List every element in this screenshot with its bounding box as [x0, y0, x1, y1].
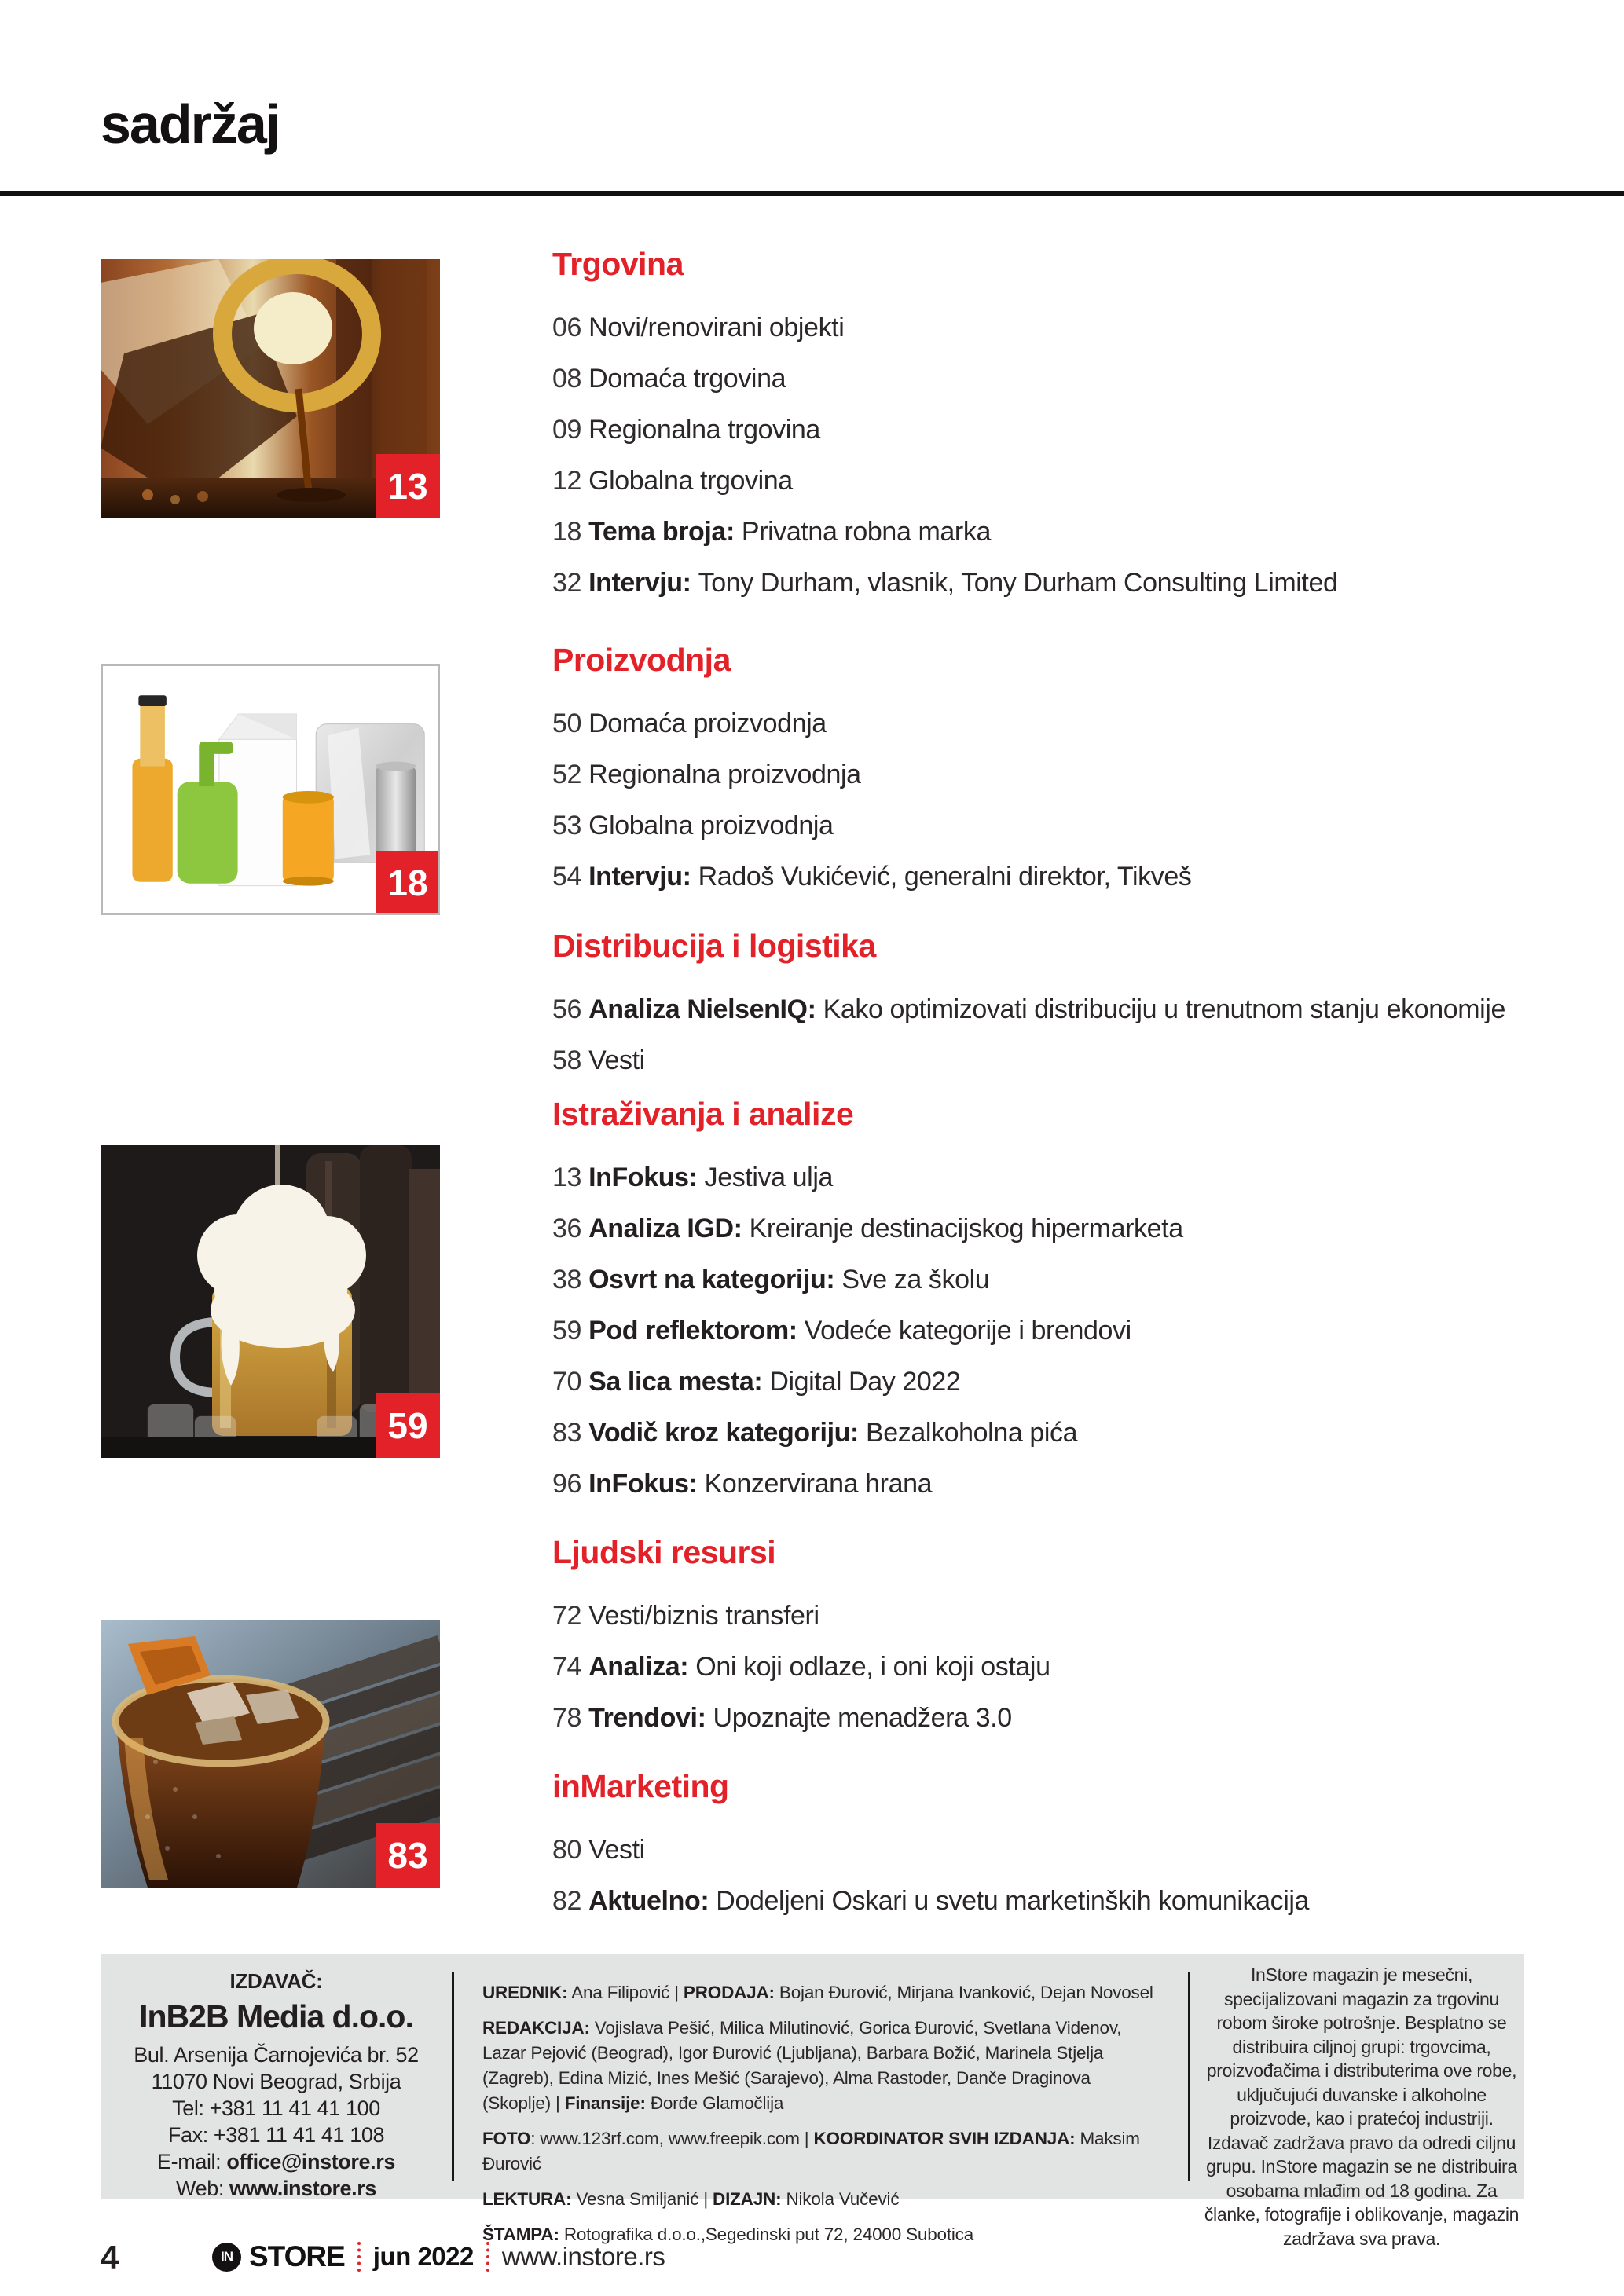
- entry-label: Intervju:: [588, 862, 698, 892]
- entry-page-number: 74: [552, 1652, 589, 1682]
- entry-page-number: 36: [552, 1214, 589, 1243]
- entry-page-number: 70: [552, 1367, 589, 1397]
- entry-label: Aktuelno:: [588, 1886, 717, 1916]
- publisher-web-label: Web:: [176, 2177, 230, 2200]
- toc-entry: [552, 758, 1534, 791]
- entry-text: Privatna robna marka: [741, 517, 991, 547]
- entry-label: Trendovi:: [588, 1703, 713, 1733]
- page-number: 4: [101, 2239, 119, 2276]
- toc-entry: [552, 362, 1534, 395]
- publisher-email: office@instore.rs: [226, 2150, 395, 2173]
- page-badge: 13: [376, 454, 440, 518]
- entry-label: Pod reflektorom:: [588, 1316, 805, 1346]
- entry-page-number: 96: [552, 1469, 589, 1499]
- section-heading: Proizvodnja: [552, 642, 731, 678]
- photo-beer-mug: [101, 1145, 440, 1458]
- page-badge: 18: [376, 851, 440, 915]
- toc-entry: [552, 1833, 1534, 1866]
- credits-line: [482, 2126, 1161, 2177]
- entry-text: Kako optimizovati distribuciju u trenutnom stanju ekonomije: [823, 994, 1505, 1024]
- entry-text: Domaća proizvodnja: [588, 709, 827, 738]
- publisher-web: www.instore.rs: [229, 2177, 376, 2200]
- credits-line: [482, 1980, 1161, 2005]
- entry-page-number: 12: [552, 466, 589, 496]
- credits-role-label: REDAKCIJA:: [482, 2018, 590, 2038]
- credits-names: Vesna Smiljanić |: [571, 2189, 713, 2209]
- entry-label: Sa lica mesta:: [588, 1367, 770, 1397]
- publisher-web-line: [101, 2175, 452, 2202]
- toc-section-trgovina: [552, 245, 1534, 599]
- toc-section-inmarketing: [552, 1767, 1534, 1917]
- photo-cola-glass: [101, 1620, 440, 1888]
- credits-names: Đorđe Glamočlija: [645, 2093, 784, 2113]
- entry-label: Analiza:: [588, 1652, 696, 1682]
- credits-names: Vojislava Pešić, Milica Milutinović, Gorica Đurović, Svetlana Videnov, Lazar Pejović (Beograd), Igor Đurović (Ljubljana), Barbara Božić, Marinela Stjelja (Zagreb), Edina Mizić, Ines Mešić (Sarajevo), Alma Rastoder, Danče Draginova (Skoplje) |: [482, 2018, 1122, 2113]
- publisher-email-label: E-mail:: [157, 2150, 227, 2173]
- toc-section-proizvodnja: [552, 641, 1534, 893]
- entry-page-number: 82: [552, 1886, 589, 1916]
- entry-page-number: 09: [552, 415, 589, 445]
- entry-text: Dodeljeni Oskari u svetu marketinških komunikacija: [716, 1886, 1310, 1916]
- credits-role-label: ŠTAMPA:: [482, 2225, 559, 2244]
- section-entries: [552, 1599, 1534, 1734]
- entry-text: Radoš Vukićević, generalni direktor, Tikveš: [698, 862, 1192, 892]
- publisher-address-line1: Bul. Arsenija Čarnojevića br. 52: [134, 2043, 419, 2067]
- entry-label: Vodič kroz kategoriju:: [588, 1418, 866, 1448]
- toc-entry: [552, 1263, 1534, 1296]
- toc-entry: [552, 1467, 1534, 1500]
- section-entries: [552, 1161, 1534, 1500]
- photo-oil-pour: [101, 259, 440, 518]
- section-entries: [552, 707, 1534, 893]
- toc-entry: [552, 707, 1534, 740]
- credits-line: [482, 2187, 1161, 2212]
- footer-divider-right: [1188, 1972, 1190, 2181]
- about-text: InStore magazin je mesečni, specijalizovani magazin za trgovinu robom široke potrošnje. Besplatno se distribuira ciljnoj grupi: trgovcima, proizvođačima i distributerima ove robe, uključujući duvanske i alkoholne proizvode, kao i pratećoj industriji. Izdavač zadržava pravo da odredi ciljnu grupu. InStore magazin se ne distribuira osobama mlađim od 18 godina. Za članke, fotografije i oblikovanje, magazin zadržava sva prava.: [1204, 1965, 1520, 2249]
- entry-text: Tony Durham, vlasnik, Tony Durham Consulting Limited: [698, 568, 1338, 598]
- toc-entry: [552, 993, 1534, 1026]
- entry-label: InFokus:: [588, 1469, 705, 1499]
- section-heading: Istraživanja i analize: [552, 1096, 854, 1132]
- entry-text: Regionalna trgovina: [588, 415, 820, 445]
- credits-role-label: PRODAJA:: [683, 1983, 775, 2002]
- entry-page-number: 80: [552, 1835, 589, 1865]
- instore-logo-circle-icon: IN: [212, 2243, 241, 2272]
- credits-role-label: DIZAJN:: [713, 2189, 782, 2209]
- instore-logo-text: STORE: [249, 2240, 345, 2272]
- entry-text: Vesti: [588, 1835, 645, 1865]
- section-heading: Ljudski resursi: [552, 1534, 776, 1570]
- entry-text: Vodeće kategorije i brendovi: [804, 1316, 1131, 1346]
- page-badge: 83: [376, 1823, 440, 1888]
- entry-text: Globalna proizvodnja: [588, 811, 834, 840]
- toc-entry: [552, 566, 1534, 599]
- toc-entry: [552, 1701, 1534, 1734]
- publisher-tel: Tel: +381 11 41 41 100: [172, 2096, 380, 2120]
- credits-names: Nikola Vučević: [781, 2189, 900, 2209]
- entry-text: Jestiva ulja: [704, 1163, 833, 1192]
- entry-page-number: 58: [552, 1045, 589, 1075]
- entry-text: Novi/renovirani objekti: [588, 313, 845, 342]
- credits-role-label: KOORDINATOR SVIH IZDANJA:: [813, 2129, 1076, 2148]
- toc-entry: [552, 1365, 1534, 1398]
- title-rule: [0, 191, 1624, 196]
- entry-text: Globalna trgovina: [588, 466, 793, 496]
- entry-label: Intervju:: [588, 568, 698, 598]
- entry-label: InFokus:: [588, 1163, 705, 1192]
- entry-page-number: 06: [552, 313, 589, 342]
- dotted-divider-icon: [357, 2242, 361, 2272]
- entry-page-number: 08: [552, 364, 589, 394]
- toc-entry: [552, 860, 1534, 893]
- entry-text: Domaća trgovina: [588, 364, 786, 394]
- toc-entry: [552, 1314, 1534, 1347]
- bottom-bar: [101, 2239, 1279, 2276]
- section-heading: Distribucija i logistika: [552, 928, 876, 964]
- section-heading: inMarketing: [552, 1768, 729, 1804]
- entry-label: Osvrt na kategoriju:: [588, 1265, 842, 1294]
- entry-label: Tema broja:: [588, 517, 742, 547]
- publisher-block: [101, 1969, 452, 2202]
- publisher-address-line2: 11070 Novi Beograd, Srbija: [151, 2070, 401, 2093]
- entry-text: Upoznajte menadžera 3.0: [713, 1703, 1012, 1733]
- issue-date: jun 2022: [372, 2242, 474, 2271]
- toc-entry: [552, 809, 1534, 842]
- credits-role-label: UREDNIK:: [482, 1983, 568, 2002]
- entry-text: Vesti: [588, 1045, 645, 1075]
- entry-text: Bezalkoholna pića: [865, 1418, 1078, 1448]
- entry-page-number: 53: [552, 811, 589, 840]
- toc-entry: [552, 1161, 1534, 1194]
- toc-entry: [552, 1884, 1534, 1917]
- entry-text: Oni koji odlaze, i oni koji ostaju: [695, 1652, 1050, 1682]
- entry-page-number: 83: [552, 1418, 589, 1448]
- toc-entry: [552, 464, 1534, 497]
- entry-page-number: 32: [552, 568, 589, 598]
- entry-page-number: 78: [552, 1703, 589, 1733]
- credits-names: Bojan Đurović, Mirjana Ivanković, Dejan Novosel: [774, 1983, 1153, 2002]
- entry-page-number: 38: [552, 1265, 589, 1294]
- entry-page-number: 18: [552, 517, 589, 547]
- credits-role-label: FOTO: [482, 2129, 531, 2148]
- toc-entry: [552, 1416, 1534, 1449]
- toc-entry: [552, 1599, 1534, 1632]
- toc-section-istrazivanja: [552, 1095, 1534, 1500]
- page-badge: 59: [376, 1393, 440, 1458]
- about-block: [1199, 1963, 1524, 2250]
- footer-brand-group: [212, 2240, 665, 2273]
- entry-page-number: 13: [552, 1163, 589, 1192]
- footer-impressum-box: [101, 1954, 1524, 2249]
- publisher-label: IZDAVAČ:: [229, 1969, 323, 1993]
- credits-names: Ana Filipović |: [567, 1983, 684, 2002]
- credits-names: : www.123rf.com, www.freepik.com |: [530, 2129, 814, 2148]
- entry-page-number: 56: [552, 994, 589, 1024]
- instore-logo: [212, 2240, 345, 2273]
- entry-text: Digital Day 2022: [769, 1367, 961, 1397]
- website-url: www.instore.rs: [501, 2242, 665, 2271]
- section-heading: Trgovina: [552, 246, 684, 282]
- credits-line: [482, 2016, 1161, 2116]
- toc-section-distribucija: [552, 927, 1534, 1077]
- credits-role-label: Finansije:: [564, 2093, 646, 2113]
- toc-entry: [552, 1650, 1534, 1683]
- entry-label: Analiza IGD:: [588, 1214, 750, 1243]
- entry-text: Konzervirana hrana: [704, 1469, 933, 1499]
- entry-text: Vesti/biznis transferi: [588, 1601, 819, 1631]
- toc-section-ljudski-resursi: [552, 1533, 1534, 1734]
- entry-text: Sve za školu: [841, 1265, 990, 1294]
- entry-text: Kreiranje destinacijskog hipermarketa: [749, 1214, 1183, 1243]
- photo-packaging: [101, 664, 440, 915]
- credits-names: Rotografika d.o.o.,Segedinski put 72, 24000 Subotica: [559, 2225, 974, 2244]
- entry-page-number: 72: [552, 1601, 589, 1631]
- section-entries: [552, 1833, 1534, 1917]
- entry-page-number: 50: [552, 709, 589, 738]
- publisher-email-line: [101, 2148, 452, 2175]
- page-title: sadržaj: [101, 93, 280, 155]
- toc-entry: [552, 413, 1534, 446]
- entry-page-number: 52: [552, 760, 589, 789]
- entry-page-number: 54: [552, 862, 589, 892]
- publisher-name: InB2B Media d.o.o.: [139, 1998, 413, 2034]
- credits-block: [468, 1980, 1175, 2247]
- toc-entry: [552, 1044, 1534, 1077]
- entry-label: Analiza NielsenIQ:: [588, 994, 823, 1024]
- toc-entry: [552, 515, 1534, 548]
- publisher-address: [101, 2041, 452, 2202]
- credits-role-label: LEKTURA:: [482, 2189, 572, 2209]
- section-entries: [552, 993, 1534, 1077]
- entry-text: Regionalna proizvodnja: [588, 760, 861, 789]
- dotted-divider-icon: [486, 2242, 489, 2272]
- footer-divider-left: [452, 1972, 454, 2181]
- toc-entry: [552, 311, 1534, 344]
- publisher-fax: Fax: +381 11 41 41 108: [167, 2123, 385, 2147]
- credits-names: Maksim Đurović: [482, 2129, 1140, 2173]
- toc-entry: [552, 1212, 1534, 1245]
- entry-page-number: 59: [552, 1316, 589, 1346]
- section-entries: [552, 311, 1534, 599]
